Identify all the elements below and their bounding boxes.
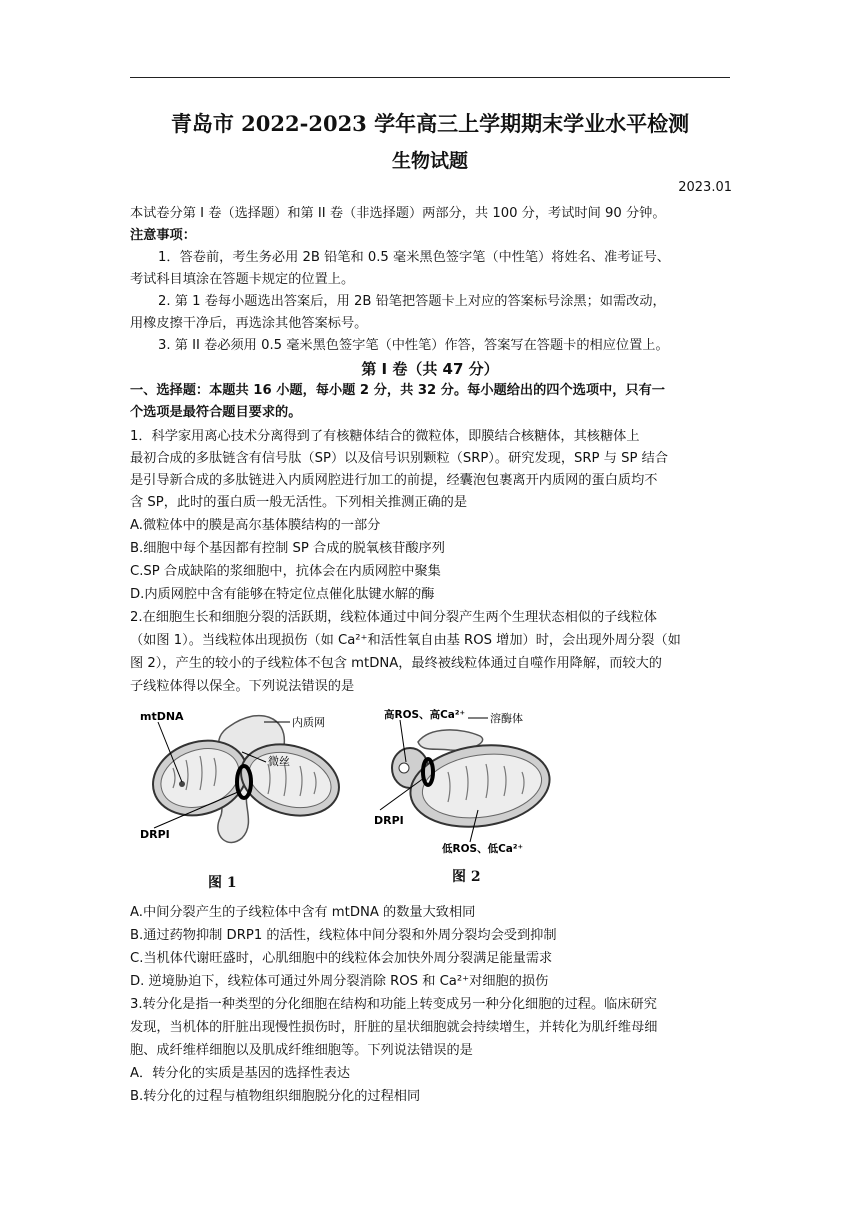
figure-2-caption: 图 2 [452, 869, 481, 885]
q1-option-b: B.细胞中每个基因都有控制 SP 合成的脱氧核苷酸序列 [130, 541, 445, 556]
q2-option-c: C.当机体代谢旺盛时，心肌细胞中的线粒体会加快外周分裂满足能量需求 [130, 951, 553, 966]
q2-option-a: A.中间分裂产生的子线粒体中含有 mtDNA 的数量大致相同 [130, 905, 476, 920]
exam-title: 青岛市 2022-2023 学年高三上学期期末学业水平检测 [170, 111, 690, 136]
label-low: 低ROS、低Ca²⁺ [442, 843, 524, 855]
note-line: 考试科目填涂在答题卡规定的位置上。 [130, 272, 355, 287]
figure-1-mitochondria-midzone-division [138, 706, 370, 856]
section-instructions: 一、选择题：本题共 16 小题，每小题 2 分，共 32 分。每小题给出的四个选项中，只有一 [130, 383, 665, 398]
q2-stem: （如图 1）。当线粒体出现损伤（如 Ca²⁺和活性氧自由基 ROS 增加）时，会出现外周分裂（如 [130, 633, 681, 648]
label-high: 高ROS、高Ca²⁺ [384, 709, 466, 721]
notes-heading: 注意事项： [130, 228, 196, 243]
exam-date: 2023.01 [678, 180, 732, 195]
note-line: 3. 第 II 卷必须用 0.5 毫米黑色签字笔（中性笔）作答，答案写在答题卡的相应位置上。 [158, 338, 669, 353]
q1-stem: 含 SP，此时的蛋白质一般无活性。下列相关推测正确的是 [130, 495, 468, 510]
note-line: 用橡皮擦干净后，再选涂其他答案标号。 [130, 316, 368, 331]
figure-2-mitochondria-peripheral-division [370, 706, 560, 856]
q2-stem: 子线粒体得以保全。下列说法错误的是 [130, 679, 355, 694]
label-microfilament: 微丝 [268, 755, 290, 768]
q3-stem: 3.转分化是指一种类型的分化细胞在结构和功能上转变成另一种分化细胞的过程。临床研究 [130, 997, 657, 1012]
q1-option-a: A.微粒体中的膜是高尔基体膜结构的一部分 [130, 518, 381, 533]
q2-option-d: D. 逆境胁迫下，线粒体可通过外周分裂消除 ROS 和 Ca²⁺对细胞的损伤 [130, 974, 549, 989]
q1-option-c: C.SP 合成缺陷的浆细胞中，抗体会在内质网腔中聚集 [130, 564, 441, 579]
intro-text: 本试卷分第 I 卷（选择题）和第 II 卷（非选择题）两部分，共 100 分，考试时间 90 分钟。 [130, 206, 666, 221]
q2-stem: 图 2），产生的较小的子线粒体不包含 mtDNA，最终被线粒体通过自噬作用降解，而较大的 [130, 656, 662, 671]
section-title: 第 I 卷（共 47 分） [361, 360, 499, 378]
figure-1-caption: 图 1 [208, 875, 237, 891]
label-er: 内质网 [292, 716, 325, 729]
q2-option-b: B.通过药物抑制 DRP1 的活性，线粒体中间分裂和外周分裂均会受到抑制 [130, 928, 557, 943]
label-lysosome: 溶酶体 [490, 712, 523, 725]
q1-stem: 最初合成的多肽链含有信号肽（SP）以及信号识别颗粒（SRP）。研究发现，SRP 与 SP 结合 [130, 451, 668, 466]
q3-option-b: B.转分化的过程与植物组织细胞脱分化的过程相同 [130, 1089, 421, 1104]
label-drp: DRPI [140, 828, 170, 841]
q2-stem: 2.在细胞生长和细胞分裂的活跃期，线粒体通过中间分裂产生两个生理状态相似的子线粒体 [130, 610, 657, 625]
label-drp: DRPI [374, 814, 404, 827]
note-line: 2. 第 1 卷每小题选出答案后，用 2B 铅笔把答题卡上对应的答案标号涂黑；如需改动， [158, 294, 666, 309]
q3-stem: 发现，当机体的肝脏出现慢性损伤时，肝脏的星状细胞就会持续增生，并转化为肌纤维母细 [130, 1020, 658, 1035]
label-mtdna: mtDNA [140, 710, 184, 723]
top-rule [130, 77, 730, 78]
q1-stem: 1．科学家用离心技术分离得到了有核糖体结合的微粒体，即膜结合核糖体，其核糖体上 [130, 429, 640, 444]
q3-stem: 胞、成纤维样细胞以及肌成纤维细胞等。下列说法错误的是 [130, 1043, 473, 1058]
note-line: 1．答卷前，考生务必用 2B 铅笔和 0.5 毫米黑色签字笔（中性笔）将姓名、准考证号、 [158, 250, 670, 265]
q1-option-d: D.内质网腔中含有能够在特定位点催化肽键水解的酶 [130, 587, 435, 602]
section-instructions: 个选项是最符合题目要求的。 [130, 405, 302, 420]
q1-stem: 是引导新合成的多肽链进入内质网腔进行加工的前提，经囊泡包裹离开内质网的蛋白质均不 [130, 473, 658, 488]
q3-option-a: A．转分化的实质是基因的选择性表达 [130, 1066, 351, 1081]
exam-subtitle: 生物试题 [391, 150, 468, 172]
